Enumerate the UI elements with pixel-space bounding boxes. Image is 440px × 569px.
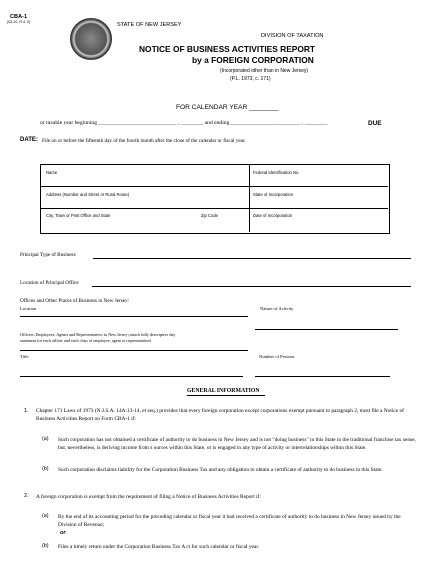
persons-label: Number of Persons xyxy=(259,354,295,359)
corporation-info-box xyxy=(40,164,390,234)
item-1a-label: (a) xyxy=(42,436,49,442)
incorporation-note: (Incorporated other than in New Jersey) xyxy=(220,68,309,74)
date-incorporation-field[interactable]: Date of Incorporation xyxy=(253,213,293,218)
date-label: DATE: xyxy=(20,137,38,143)
state-seal xyxy=(70,18,112,60)
item-1-text: Chapter 171 Laws of 1973 (N.J.S.A. 14A:13-14, et seq.) provides that every foreign corporation except corporations exempt pursuant to paragraph 2, must file a Notice of Business Activities Report on Form CBA-1 if: xyxy=(36,408,404,423)
item-2b-text: Files a timely return under the Corporation Business Tax A ct for such calendar or fiscal year. xyxy=(58,544,260,550)
nature-label: Nature of Activity xyxy=(260,306,294,311)
item-1b-text: Such corporation disclaims liability for the Corporation Business Tax and any obligation to obtain a certificate of authority to do business in this State. xyxy=(58,467,383,473)
or-separator: or xyxy=(60,530,66,536)
division-name: DIVISION OF TAXATION xyxy=(261,33,324,39)
general-info-heading: GENERAL INFORMATION xyxy=(187,388,260,394)
date-text: File on or before the fifteenth day of the fourth month after the close of the calendar or fiscal year. xyxy=(42,138,246,144)
offices-label: Offices and Other Places of Business in New Jersey: xyxy=(20,298,130,304)
federal-id-field[interactable]: Federal Identification No. xyxy=(253,170,300,175)
city-field[interactable]: City, Town or Post Office and State xyxy=(46,213,111,218)
state-incorporation-field[interactable]: State of Incorporation xyxy=(253,192,294,197)
calendar-year: FOR CALENDAR YEAR ________ xyxy=(176,104,279,111)
report-title: NOTICE OF BUSINESS ACTIVITIES REPORT xyxy=(139,44,316,54)
persons-input[interactable] xyxy=(255,376,390,377)
name-field[interactable]: Name xyxy=(46,170,58,175)
item-1a-text: Such corporation has not obtained a certificate of authority to do business in New Jersey and is not "doing business" in this State in the traditional franchise tax sense, but, nevertheless, is deriving income from s ources within this State, or is engaged in any type of activity or interrelationships within this State. xyxy=(58,437,416,452)
principal-office-label: Location of Principal Office xyxy=(20,280,79,286)
officers-label-2: statement for each officer and each class of employee, agent or representative) xyxy=(20,338,152,343)
principal-type-input[interactable] xyxy=(93,258,411,259)
nature-input[interactable] xyxy=(255,329,398,330)
item-1-number: 1. xyxy=(24,408,29,414)
principal-type-label: Principal Type of Business xyxy=(20,252,76,258)
taxable-year: or taxable year beginning ____________________________ , ________ and ending _________________________ , ________ xyxy=(40,120,328,126)
state-name: STATE OF NEW JERSEY xyxy=(117,22,182,28)
officers-label: Officers, Employees, Agents and Representatives in New Jersey (attach fully descriptive day xyxy=(20,332,176,337)
location-input[interactable] xyxy=(20,316,248,317)
zip-field[interactable]: Zip Code xyxy=(201,213,218,218)
officers-input[interactable] xyxy=(20,350,248,351)
title-label: Title xyxy=(20,354,29,359)
item-2-number: 2. xyxy=(24,493,29,499)
address-field[interactable]: Address (Number and Street or Rural Route) xyxy=(46,192,130,197)
item-2a-text: By the end of its accounting period for the preceding calendar or fiscal year it had received a certificate of authority to do business in New Jersey issued by the Division of Revenue; xyxy=(58,514,401,529)
item-2b-label: (b) xyxy=(42,543,49,549)
item-2-text: A foreign corporation is exempt from the requirement of filing a Notice of Business Activities Report if: xyxy=(36,494,261,500)
report-subtitle: by a FOREIGN CORPORATION xyxy=(192,55,314,65)
statute-note: (P.L. 1973, c. 171) xyxy=(230,76,271,82)
due-label: DUE xyxy=(368,120,382,127)
title-input[interactable] xyxy=(20,376,243,377)
form-revision: (03-10. R-4. 0) xyxy=(7,20,31,24)
principal-office-input[interactable] xyxy=(92,286,411,287)
item-2a-label: (a) xyxy=(42,513,49,519)
form-code: CBA-1 xyxy=(10,14,28,20)
location-label: Location xyxy=(20,306,37,311)
item-1b-label: (b) xyxy=(42,466,49,472)
